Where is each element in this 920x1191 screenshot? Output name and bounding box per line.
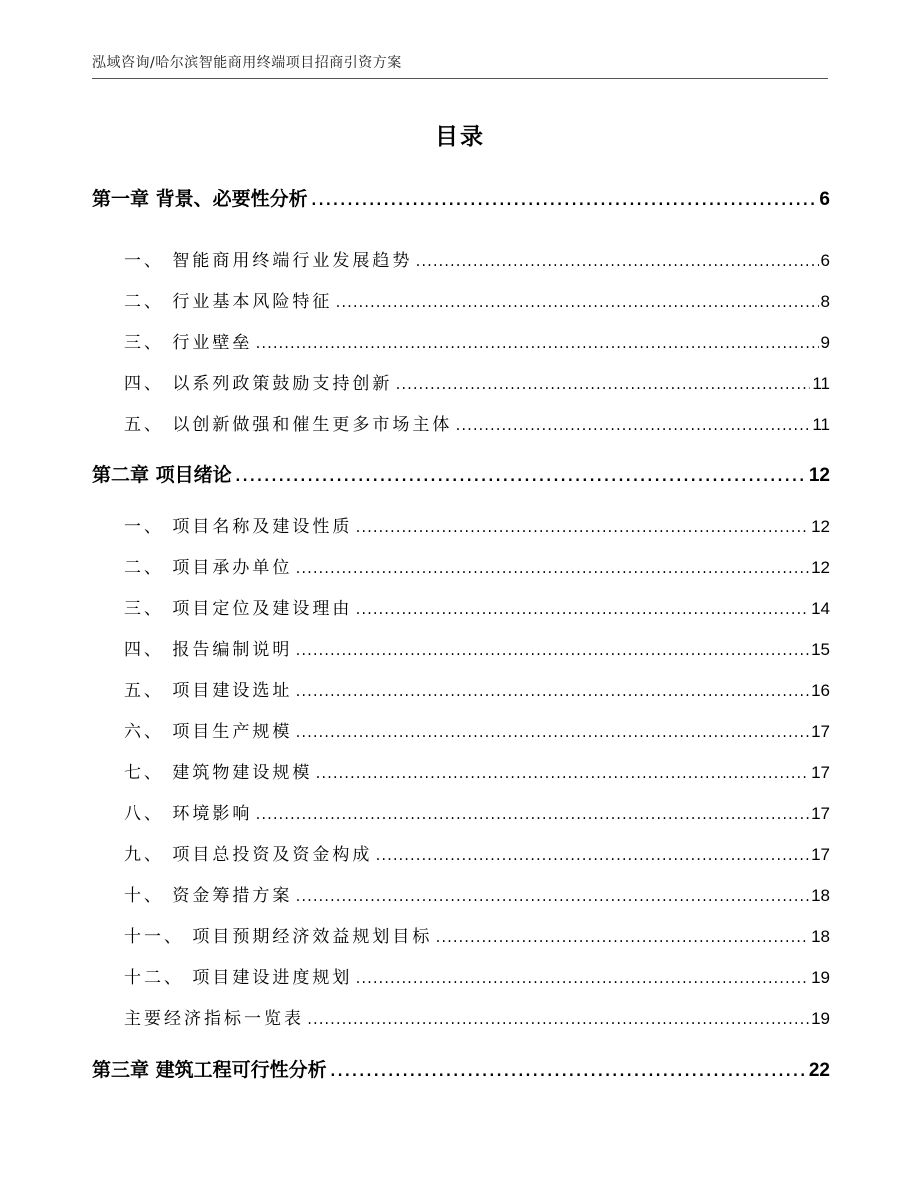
toc-dot-leader: [434, 931, 809, 945]
toc-dot-leader: [306, 1013, 809, 1027]
toc-dot-leader: [354, 603, 809, 617]
toc-page-number: 18: [811, 886, 830, 905]
toc-entry-label: 第三章 建筑工程可行性分析: [92, 1059, 327, 1081]
toc-entry-label: 四、 报告编制说明: [124, 640, 293, 660]
toc-page-number: 12: [811, 558, 830, 577]
toc-page-number: 17: [811, 763, 830, 782]
header-divider: [92, 78, 828, 79]
toc-section-entry[interactable]: [92, 512, 830, 537]
toc-page-number: 6: [820, 251, 830, 270]
toc-dot-leader: [354, 521, 809, 535]
toc-entry-label: 一、 智能商用终端行业发展趋势: [124, 251, 413, 271]
toc-dot-leader: [234, 469, 807, 485]
toc-dot-leader: [354, 972, 809, 986]
toc-page-number: 17: [811, 845, 830, 864]
toc-page-number: 12: [811, 517, 830, 536]
toc-entry-label: 三、 行业壁垒: [124, 333, 253, 353]
toc-dot-leader: [294, 644, 809, 658]
toc-page-number: 12: [808, 465, 830, 486]
toc-section-entry[interactable]: [92, 717, 830, 742]
toc-page-number: 17: [811, 722, 830, 741]
toc-dot-leader: [414, 255, 818, 269]
toc-page-number: 11: [812, 415, 830, 434]
toc-section-entry[interactable]: [92, 840, 830, 865]
toc-entry-label: 二、 行业基本风险特征: [124, 292, 333, 312]
toc-dot-leader: [329, 1064, 807, 1080]
toc-entry-label: 七、 建筑物建设规模: [124, 763, 313, 783]
toc-entry-label: 四、 以系列政策鼓励支持创新: [124, 374, 393, 394]
toc-entry-label: 第二章 项目绪论: [92, 464, 232, 486]
toc-page-number: 19: [811, 968, 830, 987]
toc-section-entry[interactable]: [92, 594, 830, 619]
toc-section-entry[interactable]: [92, 410, 830, 435]
toc-page-number: 8: [820, 292, 830, 311]
toc-entry-label: 十二、 项目建设进度规划: [124, 968, 353, 988]
toc-section-entry[interactable]: [92, 758, 830, 783]
toc-dot-leader: [254, 808, 809, 822]
toc-page-number: 16: [811, 681, 830, 700]
toc-entry-label: 十、 资金筹措方案: [124, 886, 293, 906]
running-header: 泓域咨询/哈尔滨智能商用终端项目招商引资方案: [92, 55, 402, 71]
toc-page-number: 14: [811, 599, 830, 618]
toc-page-number: 17: [811, 804, 830, 823]
toc-entry-label: 十一、 项目预期经济效益规划目标: [124, 927, 433, 947]
toc-dot-leader: [294, 562, 809, 576]
toc-entry-label: 八、 环境影响: [124, 804, 253, 824]
toc-section-entry[interactable]: [92, 963, 830, 988]
toc-page-number: 11: [812, 374, 830, 393]
toc-entry-label: 第一章 背景、必要性分析: [92, 188, 308, 210]
toc-entry-label: 主要经济指标一览表: [124, 1009, 304, 1029]
toc-dot-leader: [294, 890, 809, 904]
toc-dot-leader: [294, 685, 809, 699]
toc-section-entry[interactable]: [92, 553, 830, 578]
toc-entry-label: 一、 项目名称及建设性质: [124, 517, 353, 537]
toc-page-number: 19: [811, 1009, 830, 1028]
toc-chapter-entry[interactable]: [92, 460, 830, 487]
toc-page-number: 9: [820, 333, 830, 352]
toc-chapter-entry[interactable]: [92, 1055, 830, 1082]
toc-dot-leader: [394, 378, 810, 392]
toc-entry-label: 五、 以创新做强和催生更多市场主体: [124, 415, 453, 435]
toc-section-entry[interactable]: [92, 635, 830, 660]
toc-dot-leader: [454, 419, 810, 433]
toc-entry-label: 三、 项目定位及建设理由: [124, 599, 353, 619]
toc-dot-leader: [294, 726, 809, 740]
toc-section-entry[interactable]: [92, 881, 830, 906]
toc-dot-leader: [334, 296, 818, 310]
toc-entry-label: 六、 项目生产规模: [124, 722, 293, 742]
toc-section-entry[interactable]: [92, 328, 830, 353]
toc-page-number: 15: [811, 640, 830, 659]
toc-section-entry[interactable]: [92, 1004, 830, 1029]
toc-dot-leader: [310, 193, 818, 209]
toc-section-entry[interactable]: [92, 369, 830, 394]
toc-section-entry[interactable]: [92, 799, 830, 824]
toc-section-entry[interactable]: [92, 287, 830, 312]
toc-chapter-entry[interactable]: [92, 184, 830, 211]
toc-page-number: 18: [811, 927, 830, 946]
toc-section-entry[interactable]: [92, 922, 830, 947]
toc-entry-label: 九、 项目总投资及资金构成: [124, 845, 373, 865]
toc-section-entry[interactable]: [92, 676, 830, 701]
toc-dot-leader: [314, 767, 809, 781]
toc-entry-label: 五、 项目建设选址: [124, 681, 293, 701]
toc-dot-leader: [374, 849, 809, 863]
toc-page-number: 22: [808, 1060, 830, 1081]
toc-section-entry[interactable]: [92, 246, 830, 271]
toc-title: 目录: [435, 124, 485, 150]
toc-page-number: 6: [819, 189, 830, 210]
toc-dot-leader: [254, 337, 818, 351]
toc-entry-label: 二、 项目承办单位: [124, 558, 293, 578]
